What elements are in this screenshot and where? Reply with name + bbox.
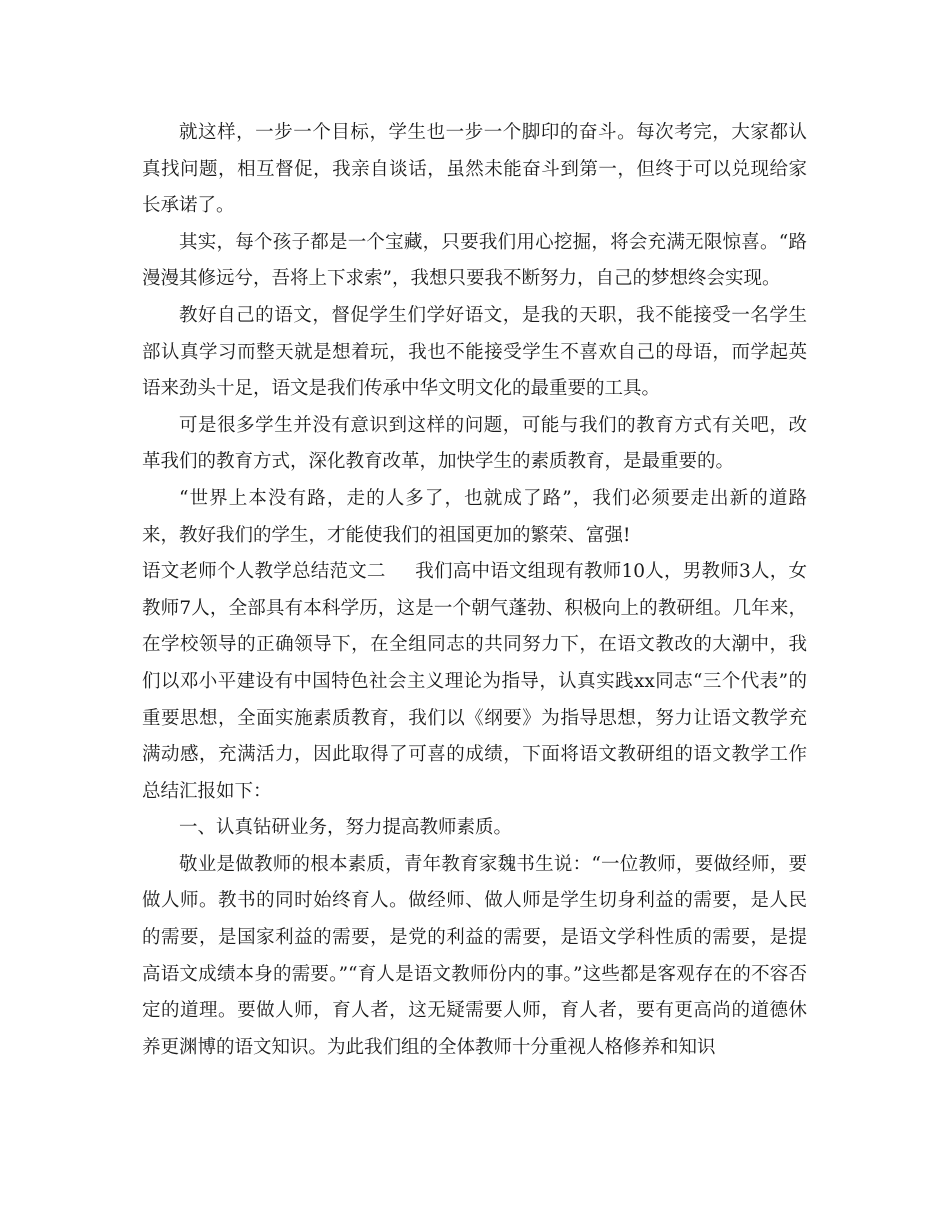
paragraph-final: 敬业是做教师的根本素质，青年教育家魏书生说：“一位教师，要做经师，要做人师。教书的同时始终育人。做经师、做人师是学生切身利益的需要，是人民的需要，是国家利益的需要，是党的利益的需要，是语文学科性质的需要，是提高语文成绩本身的需要。”“育人是语文教师份内的事。”这些都是客观存在的不容否定的道理。要做人师，育人者，这无疑需要人师，育人者，要有更高尚的道德休养更渊博的语文知识。为此我们组的全体教师十分重视人格修养和知识 [142,853,807,1058]
paragraph-2: 其实，每个孩子都是一个宝藏，只要我们用心挖掘，将会充满无限惊喜。“路漫漫其修远兮，吾将上下求索”，我想只要我不断努力，自己的梦想终会实现。 [142,231,807,290]
paragraph-4: 可是很多学生并没有意识到这样的问题，可能与我们的教育方式有关吧，改革我们的教育方式，深化教育改革，加快学生的素质教育，是最重要的。 [142,414,807,473]
document-body [142,115,807,1066]
section-heading: 语文老师个人教学总结范文二 [142,561,386,583]
subheading-1: 一、认真钻研业务，努力提高教师素质。 [179,817,513,839]
paragraph-5: “世界上本没有路，走的人多了，也就成了路”，我们必须要走出新的道路来，教好我们的学生，才能使我们的祖国更加的繁荣、富强! [142,487,807,546]
section-paragraph [142,554,807,810]
section-intro: 我们高中语文组现有教师10人，男教师3人，女教师7人，全部具有本科学历，这是一个朝气蓬勃、积极向上的教研组。几年来，在学校领导的正确领导下，在全组同志的共同努力下，在语文教改的大潮中，我们以邓小平建设有中国特色社会主义理论为指导，认真实践xx同志“三个代表”的重要思想，全面实施素质教育，我们以《纲要》为指导思想，努力让语文教学充满动感，充满活力，因此取得了可喜的成绩，下面将语文教研组的语文教学工作总结汇报如下： [142,561,807,802]
paragraph-1: 就这样，一步一个目标，学生也一步一个脚印的奋斗。每次考完，大家都认真找问题，相互督促，我亲自谈话，虽然未能奋斗到第一，但终于可以兑现给家长承诺了。 [142,122,807,217]
paragraph-3: 教好自己的语文，督促学生们学好语文，是我的天职，我不能接受一名学生部认真学习而整天就是想着玩，我也不能接受学生不喜欢自己的母语，而学起英语来劲头十足，语文是我们传承中华文明文化的最重要的工具。 [142,304,807,400]
